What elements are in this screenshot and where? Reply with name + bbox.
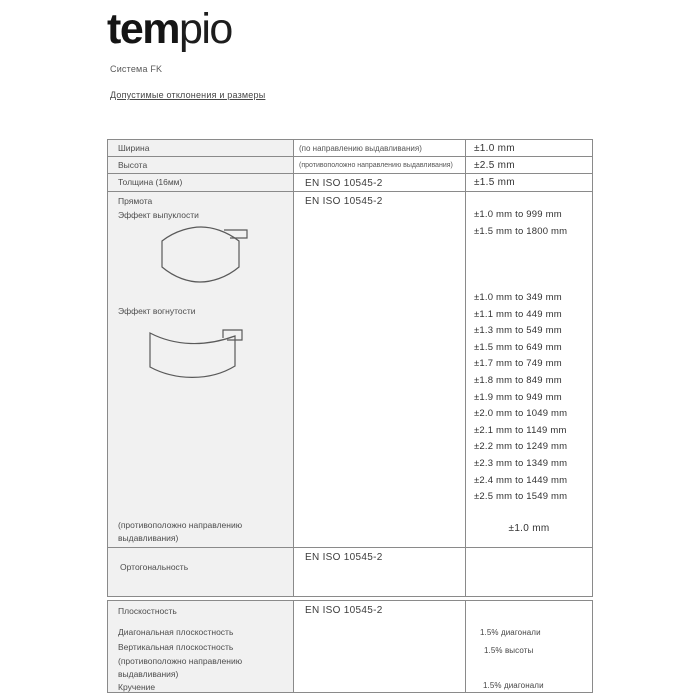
thickness-value-cell: ±1.5 mm xyxy=(466,174,592,192)
diagonal-flatness-label: Диагональная плоскостность xyxy=(118,627,234,637)
value-line: ±1.7 mm to 749 mm xyxy=(474,358,562,370)
convex-values-list xyxy=(466,192,592,240)
thickness-standard-cell: EN ISO 10545-2 xyxy=(294,174,466,192)
opposite-direction-value: ±1.0 mm xyxy=(508,522,550,534)
width-value-cell: ±1.0 mm xyxy=(466,140,592,157)
concave-values-list xyxy=(466,290,592,506)
logo-light-part: pio xyxy=(178,5,232,53)
flatness-table xyxy=(107,600,593,693)
torsion-label: Кручение xyxy=(118,682,156,692)
orthogonality-label-cell xyxy=(108,548,294,596)
value-line: ±2.4 mm to 1449 mm xyxy=(474,474,568,486)
flatness-values-cell xyxy=(466,601,592,692)
width-note-cell: (по направлению выдавливания) xyxy=(294,140,466,157)
concave-profile-icon xyxy=(147,324,249,384)
thickness-label-cell: Толщина (16мм) xyxy=(108,174,294,192)
logo-bold-part: tem xyxy=(107,5,179,53)
concave-effect-label: Эффект вогнутости xyxy=(118,306,196,316)
convex-effect-label: Эффект выпуклости xyxy=(118,210,199,220)
value-line: ±1.8 mm to 849 mm xyxy=(474,374,562,386)
flatness-standard-cell xyxy=(294,601,466,692)
torsion-value: 1.5% диагонали xyxy=(483,681,544,690)
straightness-standard: EN ISO 10545-2 xyxy=(305,196,383,207)
orthogonality-standard: EN ISO 10545-2 xyxy=(305,552,383,563)
diagonal-flatness-value: 1.5% диагонали xyxy=(480,628,541,637)
value-line: ±1.0 mm to 999 mm xyxy=(474,209,562,220)
tempio-logo xyxy=(107,5,232,53)
value-line: ±2.1 mm to 1149 mm xyxy=(474,424,567,436)
tolerances-link[interactable]: Допустимые отклонения и размеры xyxy=(110,90,266,100)
value-line: ±1.5 mm to 1800 mm xyxy=(474,226,568,237)
width-label-cell: Ширина xyxy=(108,140,294,157)
system-label: Система FK xyxy=(110,64,163,74)
height-value-cell: ±2.5 mm xyxy=(466,157,592,174)
value-line: ±1.5 mm to 649 mm xyxy=(474,341,562,353)
orthogonality-value-cell xyxy=(466,548,592,596)
height-label-cell: Высота xyxy=(108,157,294,174)
value-line: ±2.5 mm to 1549 mm xyxy=(474,491,568,503)
height-note-cell: (противоположно направлению выдавливания) xyxy=(294,157,466,174)
value-line: ±2.3 mm to 1349 mm xyxy=(474,457,568,469)
flatness-label: Плоскостность xyxy=(118,606,177,616)
value-line: ±2.0 mm to 1049 mm xyxy=(474,408,568,420)
convex-profile-icon xyxy=(154,223,250,287)
value-line: ±1.1 mm to 449 mm xyxy=(474,308,562,320)
orthogonality-standard-cell xyxy=(294,548,466,596)
flatness-standard: EN ISO 10545-2 xyxy=(305,605,383,616)
value-line: ±2.2 mm to 1249 mm xyxy=(474,441,568,453)
value-line: ±1.3 mm to 549 mm xyxy=(474,325,562,337)
straightness-label: Прямота xyxy=(118,196,153,206)
vertical-flatness-label: Вертикальная плоскостность (противоположно направлению выдавливания) xyxy=(118,642,243,679)
value-line: ±1.9 mm to 949 mm xyxy=(474,391,562,403)
flatness-label-cell xyxy=(108,601,294,692)
straightness-values-cell xyxy=(466,192,592,548)
straightness-label-cell xyxy=(108,192,294,548)
tolerances-table xyxy=(107,139,593,597)
vertical-flatness-value: 1.5% высоты xyxy=(484,646,534,655)
straightness-standard-cell xyxy=(294,192,466,548)
orthogonality-label: Ортогональность xyxy=(120,562,189,572)
opposite-direction-label: (противоположно направлению выдавливания) xyxy=(118,520,243,543)
value-line: ±1.0 mm to 349 mm xyxy=(474,292,562,303)
